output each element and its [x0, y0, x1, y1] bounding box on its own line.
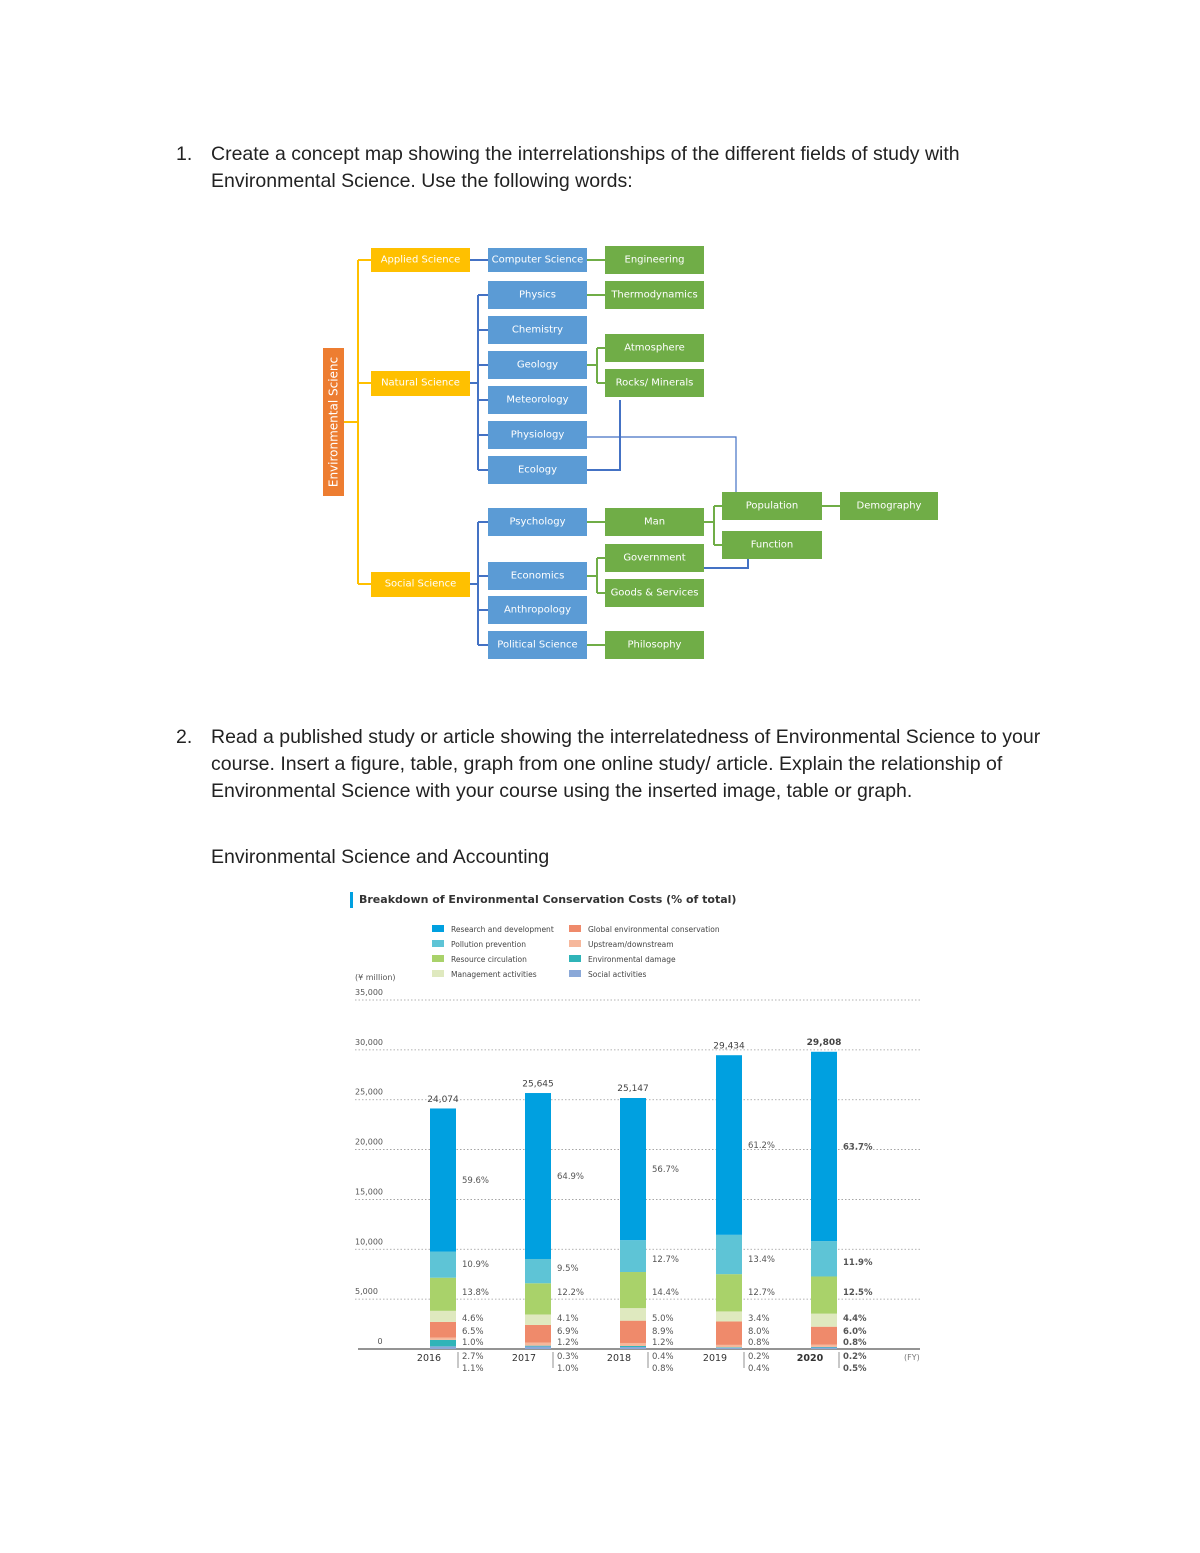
bar-segment — [716, 1235, 742, 1274]
bar-percent-label: 4.4% — [843, 1314, 867, 1324]
bar-percent-label: 1.0% — [557, 1364, 579, 1374]
field-physics-label: Physics — [519, 289, 556, 301]
bar-segment — [620, 1321, 646, 1343]
bar-percent-label: 6.0% — [843, 1327, 867, 1337]
question-2-number: 2. — [176, 726, 193, 748]
legend-label: Social activities — [588, 970, 647, 979]
bar-percent-label: 0.3% — [557, 1352, 579, 1362]
legend-label: Management activities — [451, 970, 537, 979]
bar-percent-label: 1.2% — [652, 1338, 674, 1348]
legend-swatch — [569, 925, 581, 932]
bar-percent-label: 63.7% — [843, 1142, 873, 1153]
bar-segment — [430, 1311, 456, 1322]
branch-natural-label: Natural Science — [381, 377, 460, 389]
topic-function-label: Function — [750, 539, 794, 551]
root-label: Environmental Scienc — [326, 356, 341, 488]
field-anthropology-label: Anthropology — [503, 604, 572, 616]
bar-segment — [811, 1348, 837, 1349]
legend-swatch — [432, 925, 444, 932]
bar-segment — [716, 1321, 742, 1344]
bar-segment — [525, 1343, 551, 1346]
legend-label: Research and development — [451, 925, 554, 934]
topic-population-label: Population — [745, 500, 799, 512]
topic-rocks-minerals-label: Rocks/ Minerals — [615, 377, 694, 389]
x-tick-label: 2020 — [796, 1353, 824, 1364]
bar-segment — [620, 1346, 646, 1347]
bar-percent-label: 3.4% — [748, 1314, 770, 1324]
bar-percent-label: 61.2% — [748, 1141, 776, 1152]
bar-segment — [525, 1259, 551, 1283]
bar-segment — [716, 1345, 742, 1347]
bar-segment — [525, 1283, 551, 1314]
bar-segment — [430, 1252, 456, 1278]
x-tick-label: 2019 — [702, 1353, 728, 1364]
x-tick-label: 2017 — [511, 1353, 537, 1364]
topic-man-label: Man — [643, 516, 666, 528]
field-meteorology-label: Meteorology — [506, 394, 569, 406]
bar-segment — [716, 1311, 742, 1321]
legend-label: Environmental damage — [588, 955, 676, 964]
bar-segment — [811, 1327, 837, 1345]
x-tick-label: 2016 — [416, 1353, 442, 1364]
bar-segment — [716, 1274, 742, 1311]
field-political-science-label: Political Science — [497, 639, 578, 651]
legend-label: Upstream/downstream — [588, 940, 674, 949]
bar-percent-label: 12.7% — [652, 1255, 680, 1265]
legend-swatch — [569, 940, 581, 947]
bar-percent-label: 1.2% — [557, 1338, 579, 1348]
branch-applied-label: Applied Science — [380, 254, 461, 266]
topic-philosophy-label: Philosophy — [627, 639, 682, 651]
legend-label: Pollution prevention — [451, 940, 526, 949]
y-axis-ticks — [355, 988, 383, 1346]
bar-percent-label: 0.5% — [843, 1364, 867, 1374]
topic-engineering-label: Engineering — [624, 254, 685, 266]
bar-segment — [620, 1308, 646, 1321]
bar-percent-label: 12.2% — [557, 1288, 585, 1298]
bar-percent-label: 5.0% — [652, 1314, 674, 1324]
question-1-text: Create a concept map showing the interrelationships of the different fields of study with Environmental Science. Use the following words: — [211, 143, 960, 192]
chart-title-accent — [350, 892, 353, 908]
topic-atmosphere-label: Atmosphere — [624, 342, 685, 354]
topic-demography-label: Demography — [856, 500, 922, 512]
bar-segment — [811, 1276, 837, 1313]
bar-total-label: 24,074 — [427, 1094, 459, 1105]
y-tick-label: 20,000 — [355, 1137, 383, 1147]
topic-goods-services-label: Goods & Services — [610, 587, 699, 599]
bar-percent-label: 6.5% — [462, 1327, 484, 1337]
bar-segment — [811, 1347, 837, 1348]
legend-label: Resource circulation — [451, 955, 527, 964]
field-chemistry-label: Chemistry — [511, 324, 564, 336]
field-computer-science-label: Computer Science — [491, 254, 584, 266]
bar-segment — [525, 1314, 551, 1324]
bar-segment — [620, 1098, 646, 1240]
bar-percent-label: 64.9% — [557, 1172, 585, 1183]
bar-segment — [811, 1052, 837, 1241]
bar-percent-label: 56.7% — [652, 1165, 680, 1176]
y-tick-label: 35,000 — [355, 988, 383, 997]
topic-government-label: Government — [623, 552, 686, 564]
bar-total-label: 25,645 — [522, 1079, 554, 1090]
legend-swatch — [432, 955, 444, 962]
field-economics-label: Economics — [510, 570, 565, 582]
bar-segment — [620, 1347, 646, 1349]
chart-bars — [427, 1038, 873, 1374]
bar-segment — [430, 1108, 456, 1251]
bar-percent-label: 0.8% — [843, 1338, 867, 1348]
bar-total-label: 25,147 — [617, 1084, 649, 1095]
chart-title: Breakdown of Environmental Conservation Costs (% of total) — [359, 893, 737, 906]
field-physiology-label: Physiology — [510, 429, 565, 441]
bar-total-label: 29,434 — [713, 1041, 745, 1052]
bar-percent-label: 12.7% — [748, 1288, 776, 1298]
bar-percent-label: 6.9% — [557, 1327, 579, 1337]
question-2-text: Read a published study or article showing the interrelatedness of Environmental Science to your course. Insert a figure, table, graph from one online study/ article. Explain the relationship of Environmental Science with your course using the inserted image, table or graph. — [211, 726, 1041, 802]
bar-percent-label: 8.0% — [748, 1327, 770, 1337]
bar-percent-label: 4.6% — [462, 1314, 484, 1324]
legend-swatch — [569, 970, 581, 977]
bar-percent-label: 14.4% — [652, 1288, 680, 1298]
bar-segment — [811, 1314, 837, 1327]
bar-percent-label: 4.1% — [557, 1314, 579, 1324]
bar-segment — [430, 1337, 456, 1339]
bar-percent-label: 13.8% — [462, 1288, 490, 1298]
bar-percent-label: 8.9% — [652, 1327, 674, 1337]
field-geology-label: Geology — [516, 359, 559, 371]
bar-segment — [620, 1240, 646, 1272]
topic-thermodynamics-label: Thermodynamics — [611, 289, 698, 301]
branch-social-label: Social Science — [384, 578, 457, 590]
y-tick-label: 0 — [377, 1337, 383, 1346]
bar-segment — [525, 1093, 551, 1259]
bar-percent-label: 59.6% — [462, 1176, 490, 1187]
bar-percent-label: 0.8% — [748, 1338, 770, 1348]
bar-segment — [430, 1278, 456, 1311]
legend-swatch — [569, 955, 581, 962]
legend-swatch — [432, 940, 444, 947]
y-tick-label: 30,000 — [355, 1037, 383, 1047]
bar-segment — [525, 1325, 551, 1343]
bar-segment — [430, 1346, 456, 1349]
bar-percent-label: 0.2% — [843, 1352, 867, 1362]
bar-percent-label: 0.8% — [652, 1364, 674, 1374]
bar-segment — [430, 1340, 456, 1346]
bar-segment — [716, 1055, 742, 1235]
chart-legend — [432, 925, 720, 979]
field-psychology-label: Psychology — [509, 516, 566, 528]
bar-percent-label: 11.9% — [843, 1258, 873, 1268]
bar-segment — [430, 1322, 456, 1338]
bar-segment — [620, 1343, 646, 1346]
x-axis-unit: (FY) — [904, 1353, 920, 1362]
bar-percent-label: 12.5% — [843, 1288, 873, 1298]
bar-percent-label: 0.4% — [652, 1352, 674, 1362]
bar-total-label: 29,808 — [806, 1037, 842, 1048]
subheading: Environmental Science and Accounting — [211, 846, 550, 868]
y-axis-unit: (¥ million) — [355, 973, 396, 982]
y-tick-label: 15,000 — [355, 1187, 383, 1197]
y-tick-label: 5,000 — [355, 1287, 378, 1297]
bar-segment — [525, 1346, 551, 1349]
bar-percent-label: 0.4% — [748, 1364, 770, 1374]
bar-percent-label: 1.0% — [462, 1338, 484, 1348]
question-1-number: 1. — [176, 143, 193, 165]
bar-segment — [811, 1241, 837, 1276]
bar-segment — [716, 1347, 742, 1348]
y-tick-label: 10,000 — [355, 1237, 383, 1247]
bar-segment — [716, 1348, 742, 1349]
bar-percent-label: 0.2% — [748, 1352, 770, 1362]
x-tick-label: 2018 — [606, 1353, 632, 1364]
bar-percent-label: 13.4% — [748, 1255, 776, 1265]
bar-segment — [811, 1345, 837, 1347]
legend-label: Global environmental conservation — [588, 925, 720, 934]
legend-swatch — [432, 970, 444, 977]
field-ecology-label: Ecology — [517, 464, 558, 476]
bar-percent-label: 1.1% — [462, 1364, 484, 1374]
bar-percent-label: 2.7% — [462, 1352, 484, 1362]
y-tick-label: 25,000 — [355, 1087, 383, 1097]
bar-percent-label: 10.9% — [462, 1260, 490, 1270]
bar-segment — [620, 1272, 646, 1308]
bar-percent-label: 9.5% — [557, 1264, 579, 1274]
bar-segment — [525, 1346, 551, 1347]
